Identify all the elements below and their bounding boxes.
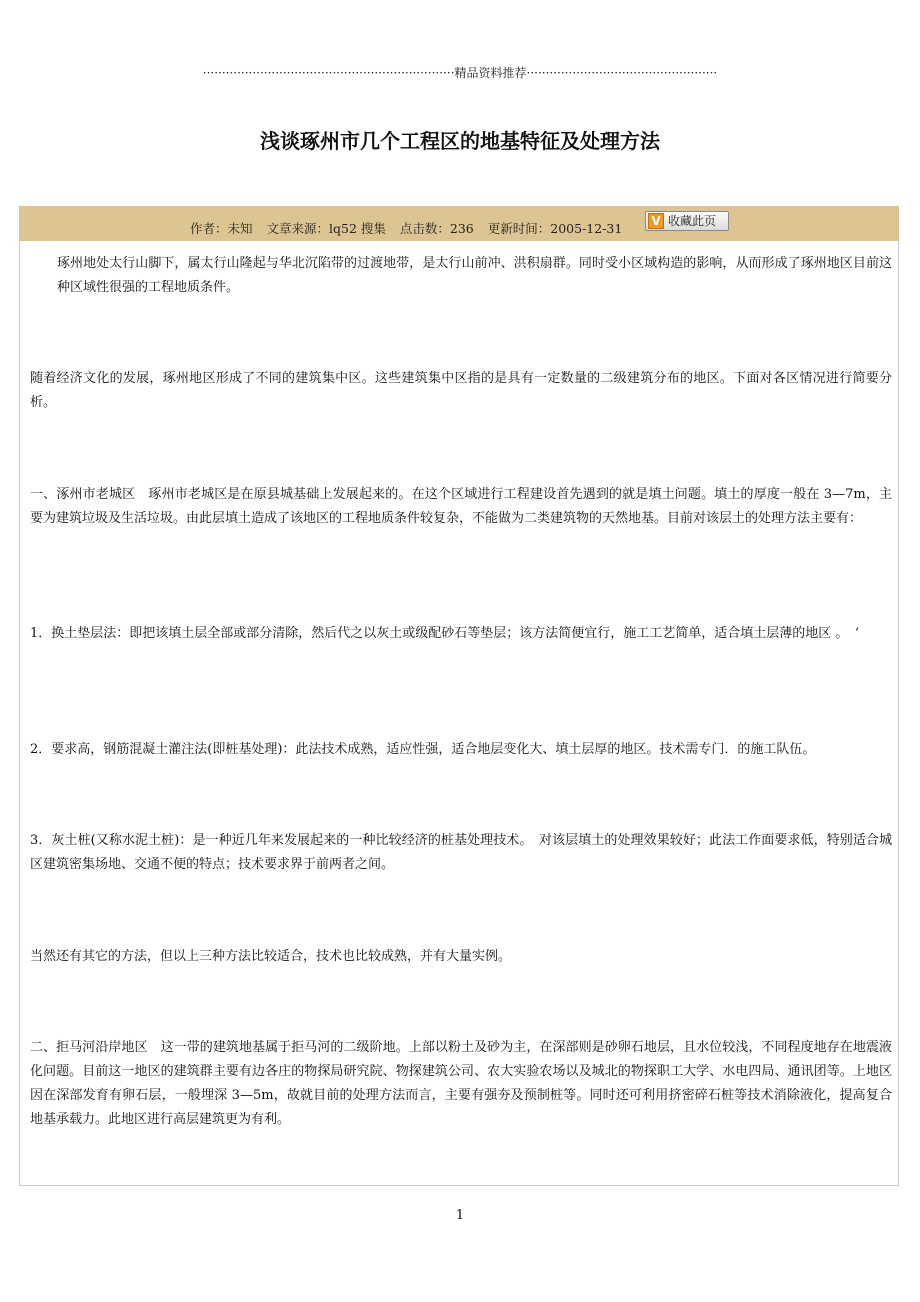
page-number: 1 [455,1208,465,1223]
meta-author: 作者：未知 [190,221,253,236]
paragraph-summary: 当然还有其它的方法，但以上三种方法比较适合，技术也比较成熟，并有大量实例。 [30,949,512,964]
article-title: 浅谈琢州市几个工程区的地基特征及处理方法 [260,129,660,153]
paragraph-method-3: 3．灰土桩(又称水泥土桩)：是一种近几年来发展起来的一种比较经济的桩基处理技术。 对该层填土的处理效果较好；此法工作面要求低，特别适合城区建筑密集场地、交通不便的特点；技术要求界于前两者之间。 [30,833,892,872]
paragraph-juma-river: 二、拒马河沿岸地区 这一带的建筑地基属于拒马河的二级阶地。上部以粉土及砂为主，在深部则是砂卵石地层，且水位较浅，不同程度地存在地震液化问题。目前这一地区的建筑群主要有边各庄的物探局研究院、物探建筑公司、农大实验农场以及城北的物探职工大学、水电四局、通讯团等。上地区因在深部发育有卵石层，一般埋深 3—5m，故就目前的处理方法而言，主要有强夯及预制桩等。同时还可利用挤密碎石桩等技术消除液化，提高复合地基承载力。此地区进行高层建筑更为有利。 [30,1040,892,1127]
meta-clicks: 点击数：236 [399,221,474,236]
bookmark-page-label: 收藏此页 [668,214,717,228]
paragraph-method-2: 2．要求高，钢筋混凝土灌注法(即桩基处理)：此法技术成熟，适应性强，适合地层变化大、填土层厚的地区。技术需专门．的施工队伍。 [30,742,816,757]
paragraph-method-1: 1．换土垫层法：即把该填土层全部或部分清除，然后代之以灰土或级配砂石等垫层；该方法简便宜行，施工工艺简单，适合填土层薄的地区 。 ‘ [30,626,860,641]
paragraph-old-town: 一、涿州市老城区 琢州市老城区是在原县城基础上发展起来的。在这个区域进行工程建设首先遇到的就是填土问题。填土的厚度一般在 3—7m，主要为建筑垃圾及生活垃圾。由此层填土造成了该地区的工程地质条件较复杂，不能做为二类建筑物的天然地基。目前对该层土的处理方法主要有： [30,487,892,526]
paragraph-intro: 琢州地处太行山脚下，属太行山隆起与华北沉陷带的过渡地带，是太行山前冲、洪积扇群。同时受小区域构造的影响，从而形成了琢州地区目前这种区域性很强的工程地质条件。 [57,256,892,295]
meta-source: 文章来源：lq52 搜集 [266,221,386,236]
meta-updated: 更新时间：2005-12-31 [487,221,623,236]
bookmark-v-icon: V [648,213,664,229]
article-meta [190,221,622,237]
paragraph-overview: 随着经济文化的发展，琢州地区形成了不同的建筑集中区。这些建筑集中区指的是具有一定数量的二级建筑分布的地区。下面对各区情况进行简要分析。 [30,371,892,410]
page-header-label: ··································································精品资料推荐·················································· [202,66,718,80]
bookmark-page-button[interactable] [645,211,729,231]
